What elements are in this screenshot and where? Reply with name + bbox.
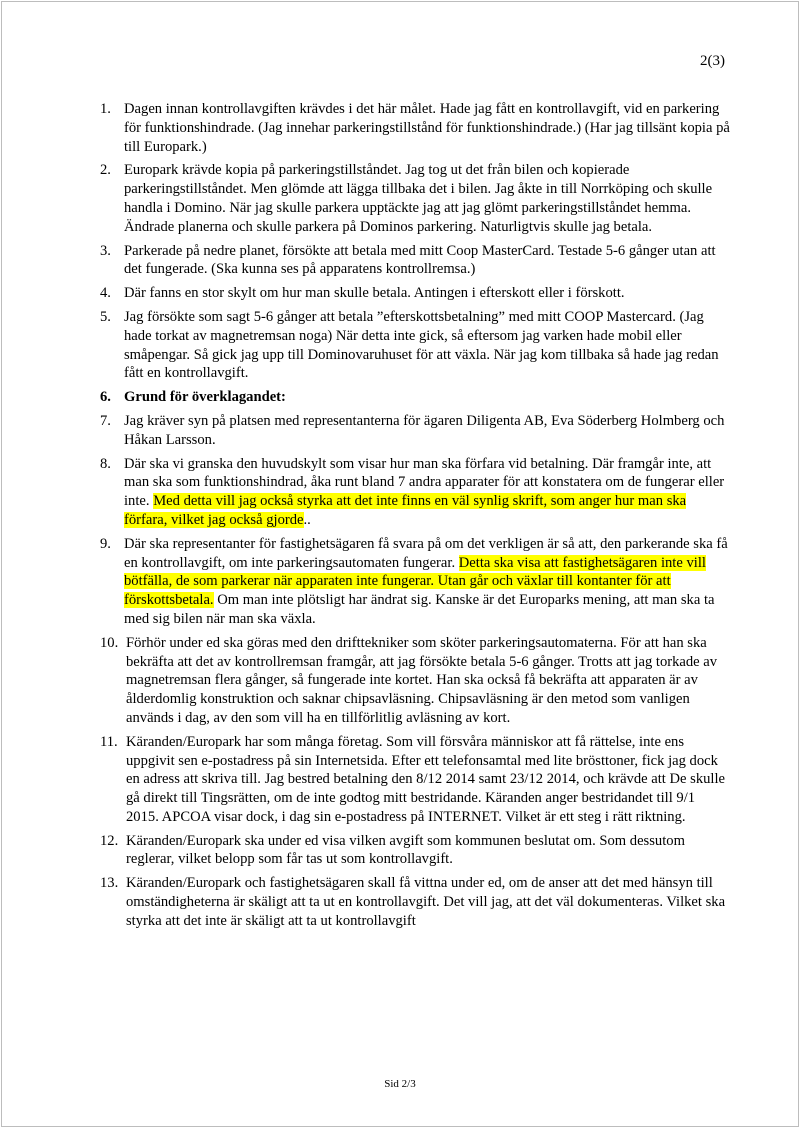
document-page <box>1 1 799 1127</box>
list-item <box>100 455 730 530</box>
list-item-number: 6. <box>100 389 111 406</box>
text-segment: Dagen innan kontrollavgiften krävdes i det här målet. Hade jag fått en kontrollavgift, vid en parkering för funktionshindrade. (Jag innehar parkeringstillstånd för funktionshindrade.) (Har jag tillsänt kopia på till Europark.) <box>124 101 730 155</box>
list-item-number: 4. <box>100 285 111 302</box>
list-item <box>100 100 730 156</box>
list-item-number: 7. <box>100 412 111 429</box>
text-segment: Parkerade på nedre planet, försökte att betala med mitt Coop MasterCard. Testade 5-6 gånger utan att det fungerade. (Ska kunna ses på apparatens kontrollremsa.) <box>124 242 716 278</box>
list-item-number: 11. <box>100 733 118 750</box>
text-segment: Förhör under ed ska göras med den drifttekniker som sköter parkeringsautomaterna. För att han ska bekräfta att det av kontrollremsan framgår, att jag försökte betala 5-6 gånger. Trotts att jag torkade av magnetremsan flera gånger, så fungerade inte kortet. Han ska också få bekräfta att apparaten är av ålderdomlig konstruktion och saknar chipsavläsning. Chipsavläsning är den metod som vanligen används i dag, av den som vill ha en tillförlitlig avläsning av kort. <box>126 634 718 726</box>
list-item-text <box>124 285 625 301</box>
list-item-number: 13. <box>100 875 119 892</box>
text-segment: Europark krävde kopia på parkeringstillståndet. Jag tog ut det från bilen och kopierade parkeringstillståndet. Men glömde att lägga tillbaka det i bilen. Jag åkte in till Norrköping och skulle handla i Domino. När jag skulle parkera upptäckte jag att jag glömt parkeringstillståndet hemma. Ändrade planerna och skulle parkera på Dominos parkering. Naturligtvis skulle jag betala. <box>124 162 713 235</box>
text-segment: Där ska vi granska den huvudskylt som visar hur man ska förfara vid betalning. Där framgår inte, att man ska som funktionshindrad, åka runt bland 7 andra apparater för att konstatera om de fungerar eller inte. <box>124 455 725 510</box>
list-item <box>100 412 730 450</box>
list-item-number: 8. <box>100 455 111 472</box>
list-item <box>100 733 730 827</box>
list-item-text <box>124 309 719 381</box>
list-item <box>100 874 730 930</box>
list-item-number: 12. <box>100 832 119 849</box>
list-item-number: 5. <box>100 308 111 325</box>
text-segment: Där ska representanter för fastighetsägaren få svara på om det verkligen är så att, den parkerande ska få en kontrollavgift, om inte parkeringsautomaten fungerar. <box>124 535 728 571</box>
list-item <box>100 535 730 629</box>
list-item-text <box>124 162 712 234</box>
list-item-text <box>124 413 724 448</box>
text-segment: Jag försökte som sagt 5-6 gånger att betala ”efterskottsbetalning” med mitt COOP Mastercard. (Jag hade torkat av magnetremsan noga) När detta inte gick, så eftersom jag varken hade mobil eller småpengar. Så gick jag upp till Dominovaruhuset för att växla. När jag kom tillbaka så hade jag redan fått en kontrollavgift. <box>124 308 719 382</box>
list-item <box>100 308 730 383</box>
list-item-text <box>126 734 725 825</box>
highlighted-text: Detta ska visa att fastighetsägaren inte vill bötfälla, de som parkerar när apparaten inte fungerar. Utan går och växlar till kontanter för att förskottsbetala. <box>124 554 706 609</box>
list-item-text <box>126 833 685 868</box>
text-segment: .. <box>303 511 311 528</box>
text-segment: Jag kräver syn på platsen med representanterna för ägaren Diligenta AB, Eva Söderberg Holmberg och Håkan Larsson. <box>124 412 725 448</box>
list-item <box>100 832 730 870</box>
numbered-list <box>100 100 730 936</box>
list-item-text <box>124 536 728 627</box>
page-footer: Sid 2/3 <box>384 1078 416 1090</box>
list-item-number: 10. <box>100 634 119 651</box>
list-item <box>100 161 730 236</box>
page-number: 2(3) <box>700 53 725 69</box>
list-item <box>100 388 730 407</box>
list-item-number: 9. <box>100 535 111 552</box>
text-segment: Käranden/Europark har som många företag. Som vill försvåra människor att få rättelse, inte ens uppgivit sen e-postadress på sin Internetsida. Efter ett telefonsamtal med lite brösttoner, fick jag dock en adress att skriva till. Jag bestred betalning den 8/12 2014 samt 23/12 2014, och krävde att De skulle gå direkt till Tingsrätten, om de inte godtog mitt bestridande. Käranden anger bestridandet till 9/1 2015. APCOA visar dock, i dag sin e-postadress på INTERNET. Vilket är ett steg i rätt riktning. <box>126 733 726 825</box>
list-item-number: 2. <box>100 162 111 179</box>
list-item-text <box>124 243 716 278</box>
text-segment: Grund för överklagandet: <box>124 389 286 406</box>
list-item-text <box>124 389 286 405</box>
list-item-text <box>124 456 724 528</box>
list-item <box>100 634 730 728</box>
list-item <box>100 284 730 303</box>
highlighted-text: Med detta vill jag också styrka att det inte finns en väl synlig skrift, som anger hur man ska förfara, vilket jag också gjorde <box>124 493 687 528</box>
list-item-text <box>126 875 725 929</box>
list-item <box>100 242 730 280</box>
text-segment: Käranden/Europark och fastighetsägaren skall få vittna under ed, om de anser att det med hänsyn till omständigheterna är skäligt att ta ut en kontrollavgift. Det vill jag, att det väl dokumenteras. Vilket ska styrka att det inte är skäligt att ta ut kontrollavgift <box>126 875 726 929</box>
list-item-number: 1. <box>100 101 111 117</box>
list-item-text <box>124 101 730 155</box>
text-segment: Käranden/Europark ska under ed visa vilken avgift som kommunen beslutat om. Som dessutom reglerar, vilket belopp som får tas ut som kontrollavgift. <box>126 832 685 868</box>
text-segment: Där fanns en stor skylt om hur man skulle betala. Antingen i efterskott eller i förskott. <box>124 285 625 302</box>
list-item-number: 3. <box>100 242 111 259</box>
list-item-text <box>126 635 717 726</box>
text-segment: Om man inte plötsligt har ändrat sig. Kanske är det Europarks mening, att man ska ta med sig bilen när man ska växla. <box>124 592 715 627</box>
